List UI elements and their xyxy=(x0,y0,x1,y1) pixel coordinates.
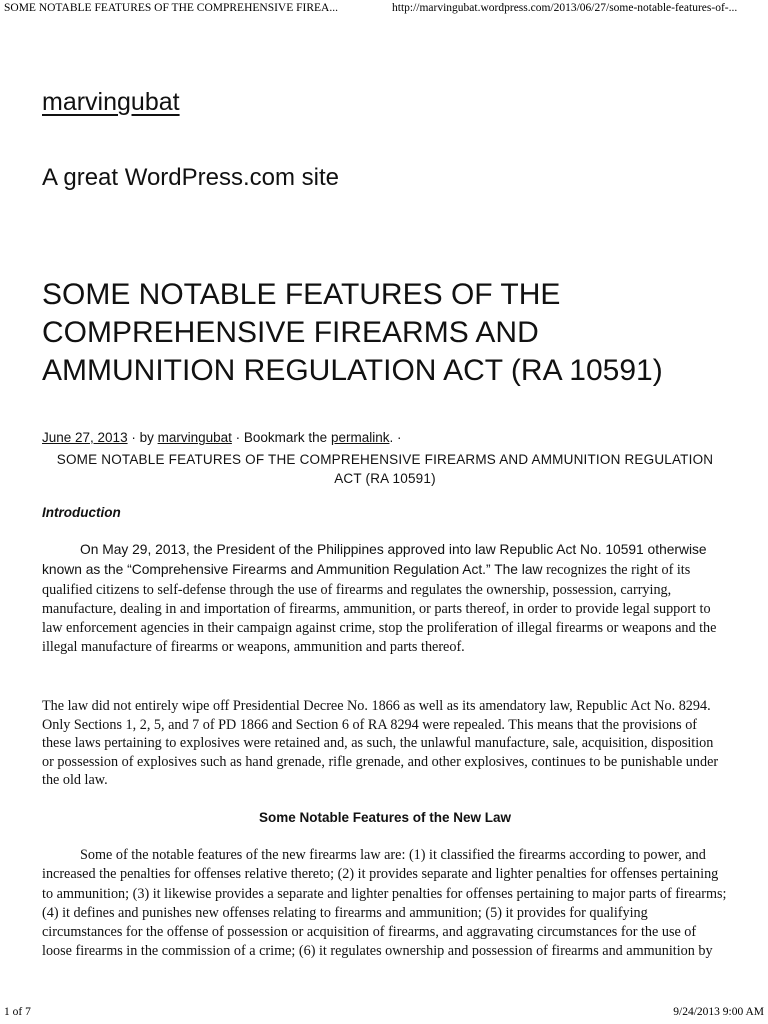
features-paragraph xyxy=(42,846,728,962)
site-title-link[interactable]: marvingubat xyxy=(42,88,180,116)
meta-by-text: · by xyxy=(127,430,158,445)
meta-tail: . · xyxy=(389,430,402,445)
meta-bookmark-text: · Bookmark the xyxy=(231,430,331,445)
intro-paragraph xyxy=(42,540,728,658)
print-datetime: 9/24/2013 9:00 AM xyxy=(673,1006,764,1018)
post-meta xyxy=(42,430,728,445)
features-heading: Some Notable Features of the New Law xyxy=(258,810,512,825)
author-link[interactable]: marvingubat xyxy=(157,430,232,445)
print-header xyxy=(0,0,768,20)
intro-heading: Introduction xyxy=(42,505,121,520)
intro-paragraph-rest: recognizes the right of its qualified citizens to self-defense through the use of firearms and regulates the ownership, possession, carrying, manufacture, dealing in and importation of firearms, ammunition, or parts thereof, in order to provide legal support to law enforcement agencies in their campaign against crime, stop the proliferation of illegal firearms or weapons and the illegal manufacture of firearms or weapons, ammunition and parts thereof. xyxy=(42,562,717,656)
features-paragraph-text: Some of the notable features of the new firearms law are: (1) it classified the firearms according to power, and increased the penalties for offenses relative thereto; (2) it provides separate and lighter penalties for offenses pertaining to ammunition; (3) it likewise provides a separate and lighter penalties for offenses pertaining to major parts of firearms; (4) it defines and punishes new offenses relating to firearms and ammunition; (5) it provides for qualifying circumstances for the offense of possession or acquisition of firearms, and aggravating circumstances for the use of loose firearms in the commission of a crime; (6) it regulates ownership and possession of firearms and ammunition by xyxy=(42,847,727,960)
permalink-link[interactable]: permalink xyxy=(330,430,390,445)
intro-paragraph-lead: On May 29, 2013, the President of the Philippines approved into law Republic Act No. 10591 otherwise known as the “Comprehensive Firearms and Ammunition Regulation Act.” The law xyxy=(42,542,707,578)
post-title: SOME NOTABLE FEATURES OF THE COMPREHENSIVE FIREARMS AND AMMUNITION REGULATION ACT (RA 10591) xyxy=(42,278,663,387)
print-footer xyxy=(0,1004,768,1024)
decree-paragraph: The law did not entirely wipe off Presidential Decree No. 1866 as well as its amendatory law, Republic Act No. 8294. Only Sections 1, 2, 5, and 7 of PD 1866 and Section 6 of RA 8294 were repealed. This means that the provisions of these laws pertaining to explosives were retained and, as such, the unlawful manufacture, sale, acquisition, disposition or possession of explosives such as hand grenade, rifle grenade, and other explosives, continues to be punishable under the old law. xyxy=(42,698,719,789)
site-tagline: A great WordPress.com site xyxy=(42,164,339,191)
page-number: 1 of 7 xyxy=(4,1006,31,1018)
print-header-title: SOME NOTABLE FEATURES OF THE COMPREHENSIVE FIREA... xyxy=(4,2,338,14)
print-header-url: http://marvingubat.wordpress.com/2013/06/27/some-notable-features-of-... xyxy=(392,2,738,14)
post-date-link[interactable]: June 27, 2013 xyxy=(42,430,128,445)
article-centered-title: SOME NOTABLE FEATURES OF THE COMPREHENSIVE FIREARMS AND AMMUNITION REGULATION ACT (RA 10591) xyxy=(56,452,714,486)
